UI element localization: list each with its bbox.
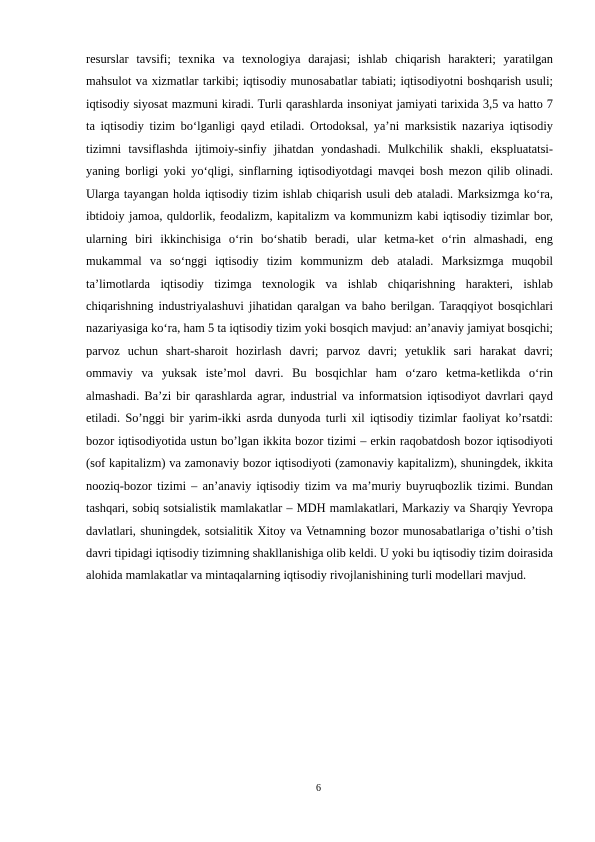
body-paragraph: resurslar tavsifi; texnika va texnologiya darajasi; ishlab chiqarish harakteri; yaratilgan mahsulot va xizmatlar tarkibi; iqtisodiy munosabatlar tabiati; iqtisodiyotni boshqarish usuli; iqtisodiy siyosat mazmuni kiradi. Turli qarashlarda insoniyat jamiyati tarixida 3,5 va hatto 7 ta iqtisodiy tizim bo‘lganligi qayd etiladi. Ortodoksal, ya’ni marksistik nazariya iqtisodiy tizimni tavsiflashda ijtimoiy-sinfiy jihatdan yondashadi. Mulkchilik shakli, ekspluatatsi-yaning borligi yoki yo‘qligi, sinflarning iqtisodiyotdagi mavqei bosh mezon qilib olinadi. Ularga tayangan holda iqtisodiy tizim ishlab chiqarish usuli deb ataladi. Marksizmga ko‘ra, ibtidoiy jamoa, quldorlik, feodalizm, kapitalizm va kommunizm kabi iqtisodiy tizimlar bor, ularning biri ikkinchisiga o‘rin bo‘shatib beradi, ular ketma-ket o‘rin almashadi, eng mukammal va so‘nggi iqtisodiy tizim kommunizm deb ataladi. Marksizmga muqobil ta’limotlarda iqtisodiy tizimga texnologik va ishlab chiqarishning harakteri, ishlab chiqarishning industriyalashuvi jihatidan qaralgan va baho berilgan. Taraqqiyot bosqichlari nazariyasiga ko‘ra, ham 5 ta iqtisodiy tizim yoki bosqich mavjud: an’anaviy jamiyat bosqichi; parvoz uchun shart-sharoit hozirlash davri; parvoz davri; yetuklik sari harakat davri; ommaviy va yuksak iste’mol davri. Bu bosqichlar ham o‘zaro ketma-ketlikda o‘rin almashadi. Ba’zi bir qarashlarda agrar, industrial va informatsion iqtisodiyot davrlari qayd etiladi. So’nggi bir yarim-ikki asrda dunyoda turli xil iqtisodiy tizimlar faoliyat ko’rsatdi: bozor iqtisodiyotida ustun bo’lgan ikkita bozor tizimi – erkin raqobatdosh bozor iqtisodiyoti (sof kapitalizm) va zamonaviy bozor iqtisodiyoti (zamonaviy kapitalizm), shuningdek, ikkita nooziq-bozor tizimi – an’anaviy iqtisodiy tizim va ma’muriy buyruqbozlik tizimi. Bundan tashqari, sobiq sotsialistik mamlakatlar – MDH mamlakatlari, Markaziy va Sharqiy Yevropa davlatlari, shuningdek, sotsialitik Xitoy va Vetnamning bozor munosabatlariga o’tishi o’tish davri tipidagi iqtisodiy tizimning shakllanishiga olib keldi. U yoki bu iqtisodiy tizim doirasida alohida mamlakatlar va mintaqalarning iqtisodiy rivojlanishining turli modellari mavjud. <box>86 52 554 583</box>
page-number: 6 <box>316 783 321 794</box>
